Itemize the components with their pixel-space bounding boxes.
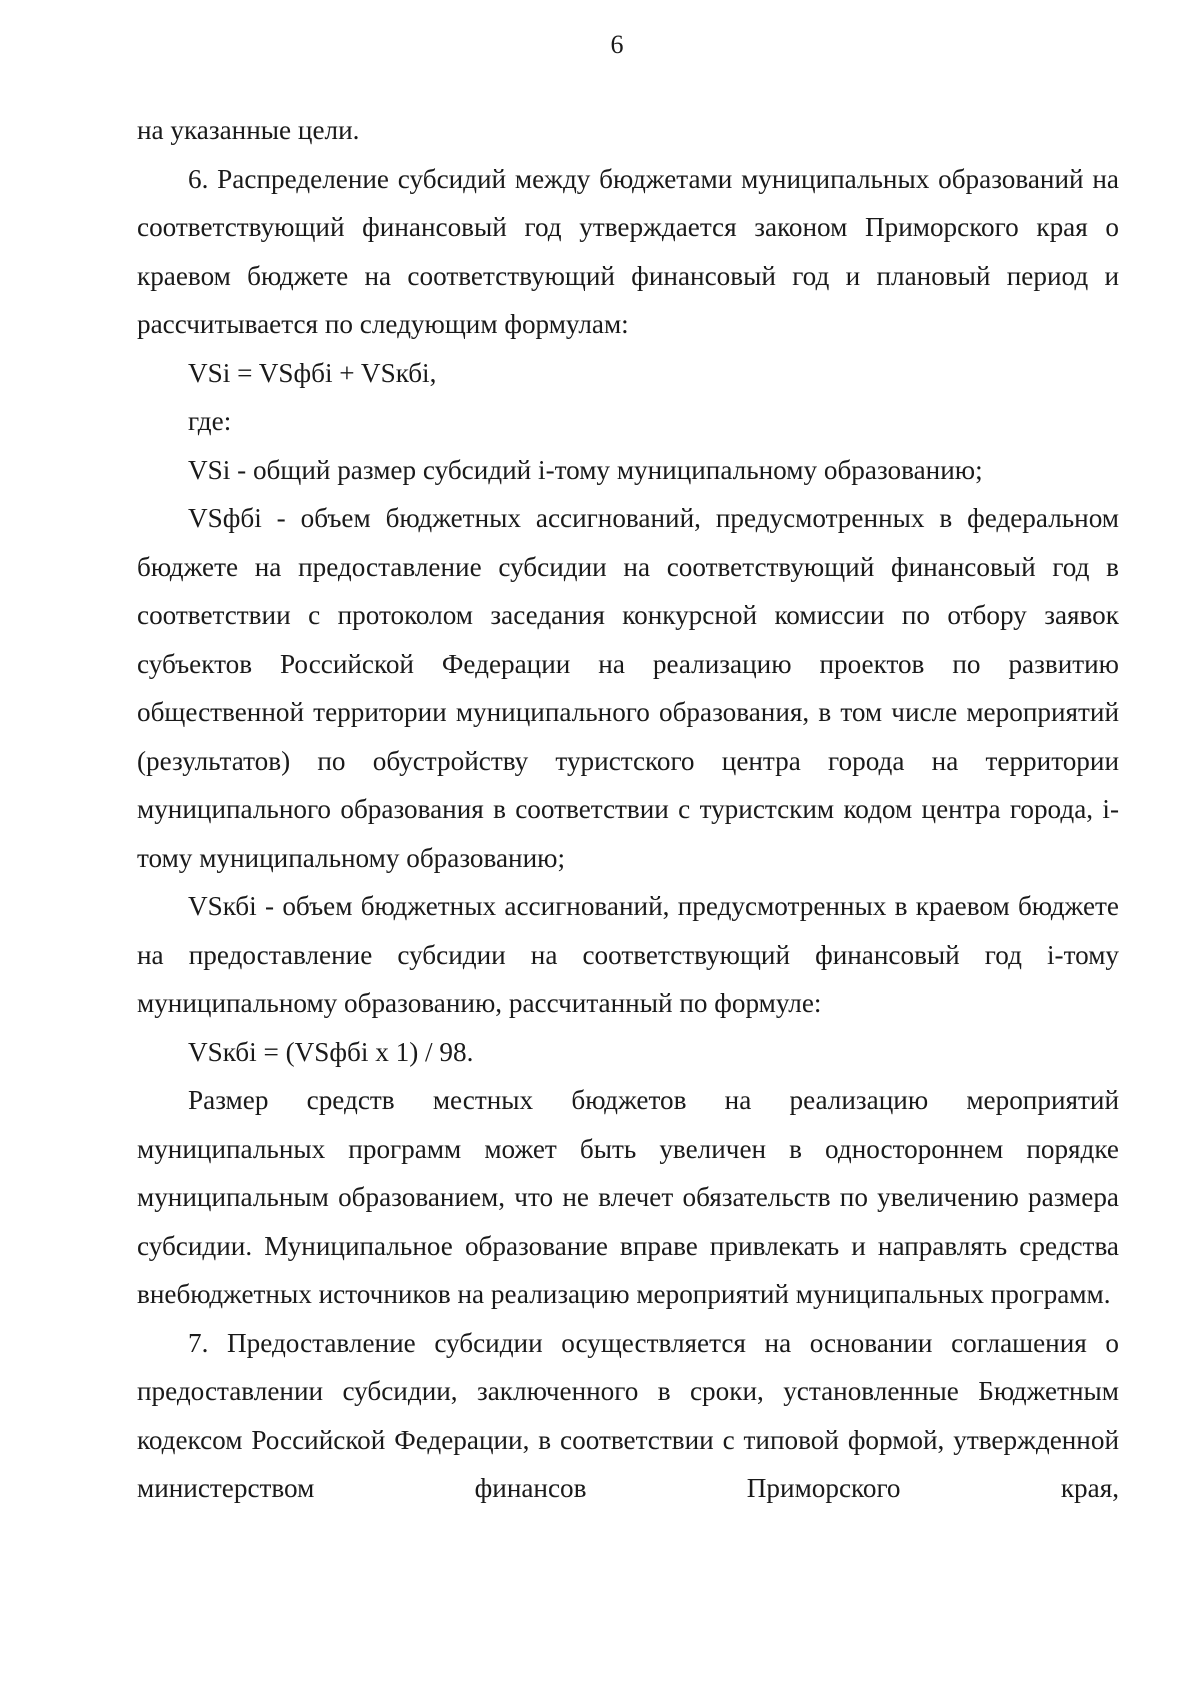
page-number: 6	[610, 30, 624, 59]
formula-vsi: VSi = VSфбi + VSкбi,	[188, 357, 437, 388]
paragraph-where: где:	[188, 406, 232, 436]
paragraph-clause-6: 6. Распределение субсидий между бюджетами муниципальных образований на соответствующий финансовый год утверждается законом Приморского края о краевом бюджете на соответствующий финансовый год и плановый период и рассчитывается по следующим формулам:	[137, 163, 1119, 339]
formula-vskbi: VSкбi = (VSфбi x 1) / 98.	[188, 1036, 474, 1067]
definition-vsi: VSi - общий размер субсидий i-тому муниципальному образованию;	[188, 454, 983, 485]
paragraph-continuation: на указанные цели.	[137, 115, 360, 145]
definition-vskbi: VSкбi - объем бюджетных ассигнований, предусмотренных в краевом бюджете на предоставление субсидии на соответствующий финансовый год i-тому муниципальному образованию, рассчитанный по формуле:	[137, 891, 1119, 1018]
document-body	[137, 106, 1119, 1513]
paragraph-local-budgets: Размер средств местных бюджетов на реализацию мероприятий муниципальных программ может быть увеличен в одностороннем порядке муниципальным образованием, что не влечет обязательств по увеличению размера субсидии. Муниципальное образование вправе привлекать и направлять средства внебюджетных источников на реализацию мероприятий муниципальных программ.	[137, 1085, 1119, 1309]
definition-vsfbi: VSфбi - объем бюджетных ассигнований, предусмотренных в федеральном бюджете на предоставление субсидии на соответствующий финансовый год в соответствии с протоколом заседания конкурсной комиссии по отбору заявок субъектов Российской Федерации на реализацию проектов по развитию общественной территории муниципального образования, в том числе мероприятий (результатов) по обустройству туристского центра города на территории муниципального образования в соответствии с туристским кодом центра города, i-тому муниципальному образованию;	[137, 503, 1119, 873]
paragraph-clause-7: 7. Предоставление субсидии осуществляется на основании соглашения о предоставлении субсидии, заключенного в сроки, установленные Бюджетным кодексом Российской Федерации, в соответствии с типовой формой, утвержденной министерством финансов Приморского края,	[137, 1327, 1119, 1503]
